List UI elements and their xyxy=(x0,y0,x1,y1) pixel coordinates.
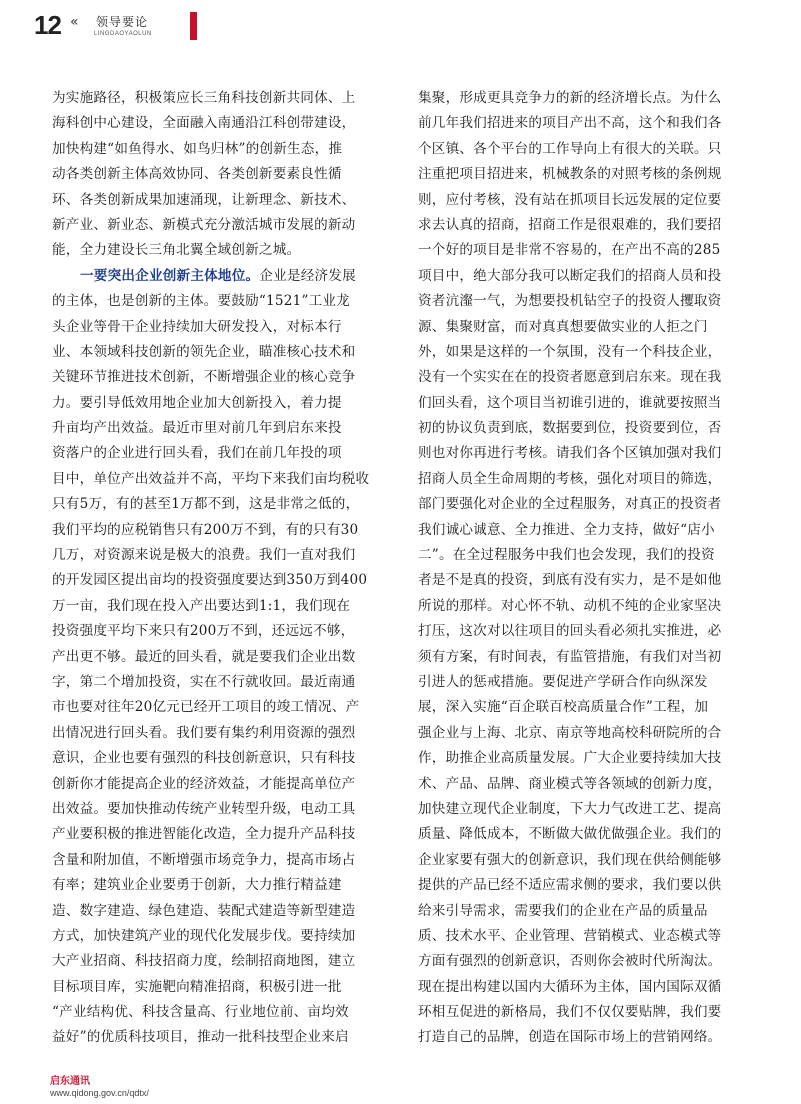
section-pinyin: LINGDAOYAOLUN xyxy=(94,31,152,37)
text-line: 含量和附加值，不断增强市场竞争力，提高市场占 xyxy=(52,851,356,868)
text-line: 只有5万，有的甚至1万都不到，这是非常之低的， xyxy=(52,496,360,513)
emphasis-line xyxy=(52,264,390,289)
text-line: 提供的产品已经不适应需求侧的要求，我们要以供 xyxy=(418,877,722,894)
text-line: 资落户的企业进行回头看，我们在前几年投的项 xyxy=(52,445,342,462)
text-line: 现在提出构建以国内大循环为主体，国内国际双循 xyxy=(418,978,722,995)
text-line: 个区镇、各个平台的工作导向上有很大的关联。只 xyxy=(418,140,722,157)
text-line: 产出更不够。最近的回头看，就是要我们企业出数 xyxy=(52,648,356,665)
text-line: 字，第二个增加投资，实在不行就收回。最近南通 xyxy=(52,673,356,690)
text-line: 外，如果是这样的一个氛围，没有一个科技企业， xyxy=(418,343,722,360)
chevron-left-icon: « xyxy=(70,14,79,30)
text-line: 资者沆瀣一气，为想要投机钻空子的投资人攫取资 xyxy=(418,293,722,310)
text-line: 强企业与上海、北京、南京等地高校科研院所的合 xyxy=(418,724,722,741)
text-line: 二”。在全过程服务中我们也会发现，我们的投资 xyxy=(418,547,715,564)
text-line: 质量、降低成本，不断做大做优做强企业。我们的 xyxy=(418,826,722,843)
text-line: 方面有强烈的创新意识，否则你会被时代所淘汰。 xyxy=(418,953,722,970)
text-line: 市也要对往年20亿元已经开工项目的竣工情况、产 xyxy=(52,699,360,716)
text-line: 企业家要有强大的创新意识，我们现在供给侧能够 xyxy=(418,851,722,868)
text-line: 所说的那样。对心怀不轨、动机不纯的企业家坚决 xyxy=(418,597,722,614)
text-line: 造、数字建造、绿色建造、装配式建造等新型建造 xyxy=(52,902,356,919)
text-line: 加快构建“如鱼得水、如鸟归林”的创新生态，推 xyxy=(52,140,343,157)
text-line: 则也对你再进行考核。请我们各个区镇加强对我们 xyxy=(418,445,722,462)
text-line: 有率；建筑业企业要勇于创新，大力推行精益建 xyxy=(52,877,342,894)
section-title: 领导要论 xyxy=(96,15,149,29)
emphasis-heading: 一要突出企业创新主体地位。 xyxy=(80,267,260,284)
text-line: 求去认真的招商，招商工作是很艰难的，我们要招 xyxy=(418,216,722,233)
text-line: 引进人的惩戒措施。要促进产学研合作向纵深发 xyxy=(418,673,708,690)
text-line: 我们诚心诚意、全力推进、全力支持，做好“店小 xyxy=(418,521,715,538)
text-line: 目标项目库，实施靶向精准招商，积极引进一批 xyxy=(52,978,342,995)
text-line: 则，应付考核，没有站在抓项目长远发展的定位要 xyxy=(418,191,722,208)
text-line: 出效益。要加快推动传统产业转型升级，电动工具 xyxy=(52,800,356,817)
paragraph-intro xyxy=(52,86,390,264)
text-line: 源、集聚财富，而对真真想要做实业的人拒之门 xyxy=(418,318,708,335)
footer-url[interactable]: www.qidong.gov.cn/qdtx/ xyxy=(50,1088,149,1098)
text-line: 质、技术水平、企业管理、营销模式、业态模式等 xyxy=(418,927,722,944)
text-line: 大产业招商、科技招商力度，绘制招商地图，建立 xyxy=(52,953,356,970)
text-line: 前几年我们招进来的项目产出不高，这个和我们各 xyxy=(418,115,722,132)
text-line: 集聚，形成更具竞争力的新的经济增长点。为什么 xyxy=(418,90,722,106)
text-line: 作，助推企业高质量发展。广大企业要持续加大技 xyxy=(418,750,722,767)
text-line: 打造自己的品牌，创造在国际市场上的营销网络。 xyxy=(418,1029,722,1046)
page-number: 12 xyxy=(34,10,61,40)
text-line: 投资强度平均下来只有200万不到，还远远不够， xyxy=(52,623,355,640)
text-line: 展，深入实施“百企联百校高质量合作”工程，加 xyxy=(418,699,709,716)
text-line: “产业结构优、科技含量高、行业地位前、亩均效 xyxy=(52,1004,349,1021)
text-line: 万一亩，我们现在投入产出要达到1:1，我们现在 xyxy=(52,597,351,614)
left-column xyxy=(52,86,390,1051)
text-line: 为实施路径，积极策应长三角科技创新共同体、上 xyxy=(52,90,356,106)
text-line: 升亩均产出效益。最近市里对前几年到启东来投 xyxy=(52,420,342,437)
text-line: 一个好的项目是非常不容易的，在产出不高的285 xyxy=(418,242,721,259)
text-line: 意识，企业也要有强烈的科技创新意识，只有科技 xyxy=(52,750,356,767)
text-line: 部门要强化对企业的全过程服务，对真正的投资者 xyxy=(418,496,722,513)
text-line: 新产业、新业态、新模式充分激活城市发展的新动 xyxy=(52,216,356,233)
text-line: 能，全力建设长三角北翼全域创新之城。 xyxy=(52,242,301,259)
page-header xyxy=(34,10,234,44)
text-line: 产业要积极的推进智能化改造，全力提升产品科技 xyxy=(52,826,356,843)
paragraph-body xyxy=(52,289,390,1051)
text-line: 出情况进行回头看。我们要有集约利用资源的强烈 xyxy=(52,724,356,741)
text-line: 给来引导需求，需要我们的企业在产品的质量品 xyxy=(418,902,708,919)
right-column xyxy=(418,86,756,1051)
page-footer xyxy=(50,1072,149,1098)
text-line: 加快建立现代企业制度，下大力气改进工艺、提高 xyxy=(418,800,722,817)
text-line: 海科创中心建设，全面融入南通沿江科创带建设， xyxy=(52,115,356,132)
text-line: 头企业等骨干企业持续加大研发投入，对标本行 xyxy=(52,318,342,335)
text-line: 方式，加快建筑产业的现代化发展步伐。要持续加 xyxy=(52,927,356,944)
text-line: 创新你才能提高企业的经济效益，才能提高单位产 xyxy=(52,775,356,792)
text-line: 术、产品、品牌、商业模式等各领域的创新力度， xyxy=(418,775,722,792)
emphasis-rest: 企业是经济发展 xyxy=(259,267,356,284)
text-line: 目中，单位产出效益并不高，平均下来我们亩均税收 xyxy=(52,470,370,487)
text-line: 关键环节推进技术创新，不断增强企业的核心竞争 xyxy=(52,369,356,386)
text-line: 须有方案，有时间表，有监管措施，有我们对当初 xyxy=(418,648,722,665)
text-line: 们回头看，这个项目当初谁引进的，谁就要按照当 xyxy=(418,394,722,411)
text-line: 没有一个实实在在的投资者愿意到启东来。现在我 xyxy=(418,369,722,386)
text-line: 初的协议负责到底，数据要到位，投资要到位，否 xyxy=(418,420,722,437)
text-line: 几万，对资源来说是极大的浪费。我们一直对我们 xyxy=(52,547,356,564)
text-line: 者是不是真的投资，到底有没有实力，是不是如他 xyxy=(418,572,722,589)
text-line: 打压，这次对以往项目的回头看必须扎实推进，必 xyxy=(418,623,722,640)
text-line: 动各类创新主体高效协同、各类创新要素良性循 xyxy=(52,166,342,183)
text-line: 环、各类创新成果加速涌现，让新理念、新技术、 xyxy=(52,191,356,208)
text-line: 我们平均的应税销售只有200万不到，有的只有30 xyxy=(52,521,359,538)
text-line: 业、本领域科技创新的领先企业，瞄准核心技术和 xyxy=(52,343,356,360)
footer-brand: 启东通讯 xyxy=(50,1076,90,1087)
text-line: 注重把项目招进来，机械教条的对照考核的条例规 xyxy=(418,166,722,183)
text-line: 环相互促进的新格局，我们不仅仅要贴牌，我们要 xyxy=(418,1004,722,1021)
text-line: 的主体，也是创新的主体。要鼓励“1521”工业龙 xyxy=(52,293,350,310)
text-line: 益好”的优质科技项目，推动一批科技型企业来启 xyxy=(52,1029,349,1046)
paragraph-continued xyxy=(418,86,756,1051)
text-line: 力。要引导低效用地企业加大创新投入，着力提 xyxy=(52,394,342,411)
text-line: 项目中，绝大部分我可以断定我们的招商人员和投 xyxy=(418,267,722,284)
accent-bar xyxy=(190,12,197,40)
text-line: 的开发园区提出亩均的投资强度要达到350万到400 xyxy=(52,572,368,589)
text-line: 招商人员全生命周期的考核，强化对项目的筛选， xyxy=(418,470,722,487)
